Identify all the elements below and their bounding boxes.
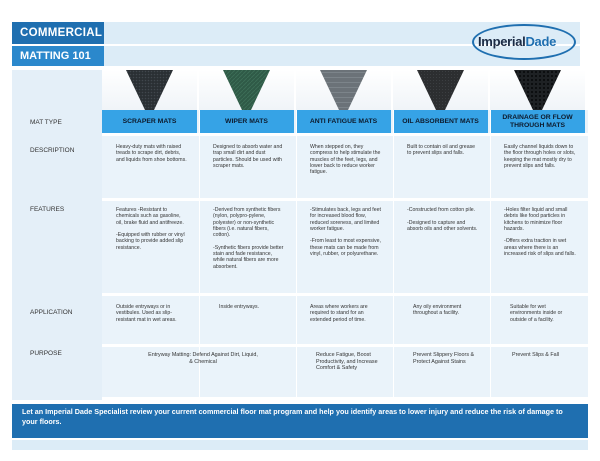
wiper-mat-swatch	[199, 70, 294, 110]
oil-absorbent-application: Any oily environment throughout a facility.	[413, 304, 462, 317]
row-label-mat-type: MAT TYPE	[30, 119, 62, 126]
scraper-features: Features -Resistant to chemicals such as gasoline, oil, brake fluid and antifreeze. -Equipped with rubber or vinyl backing to provide added slip resistance.	[116, 207, 185, 251]
logo-wordmark	[478, 34, 556, 49]
imperial-dade-logo	[472, 24, 580, 64]
header-anti-fatigue-mats: ANTI FATIGUE MATS	[296, 110, 391, 133]
footer-call-to-action: Let an Imperial Dade Specialist review your current commercial floor mat program and help you identify areas to lower injury and reduce the risk of damage to your floors.	[12, 404, 588, 438]
drainage-features: -Holes filter liquid and small debris like food particles in kitchens to minimize floor hazards. -Offers extra traction in wet areas where there is an increased risk of slips and falls.	[504, 207, 576, 258]
anti-fatigue-application: Areas where workers are required to stand for an extended period of time.	[310, 304, 368, 323]
wiper-description: Designed to absorb water and trap small dirt and dust particles. Should be used with scraper mats.	[213, 144, 283, 169]
header-oil-absorbent-mats: OIL ABSORBENT MATS	[393, 110, 488, 133]
column-divider	[490, 110, 491, 397]
purpose-entryway: Entryway Matting: Defend Against Dirt, Liquid, & Chemical	[148, 352, 258, 365]
drainage-application: Suitable for wet environments inside or outside of a facility.	[510, 304, 563, 323]
wiper-features: -Derived from synthetic fibers (nylon, polypro-pylene, polyester) or non-synthetic fibers (i.e. natural fibers, cotton). -Synthetic fibers provide better stain and fade resistance, while natural fibers are more absorbent.	[213, 207, 284, 270]
anti-fatigue-mat-swatch	[296, 70, 391, 110]
oil-absorbent-features: -Constructed from cotton pile. -Designed to capture and absorb oils and other solvents.	[407, 207, 478, 232]
row-label-purpose: PURPOSE	[30, 350, 62, 357]
column-divider	[296, 110, 297, 397]
row-label-features: FEATURES	[30, 206, 65, 213]
header-drainage-mats: DRAINAGE OR FLOW THROUGH MATS	[490, 110, 585, 133]
scraper-description: Heavy-duty mats with raised treads to scrape dirt, debris, and liquids from shoe bottoms.	[116, 144, 187, 163]
drainage-mat-swatch	[490, 70, 585, 110]
column-divider	[393, 110, 394, 397]
purpose-drainage: Prevent Slips & Fall	[512, 352, 560, 358]
title-commercial: COMMERCIAL	[12, 22, 112, 44]
logo-part-dade: Dade	[525, 34, 557, 49]
row-label-description: DESCRIPTION	[30, 147, 75, 154]
header-wiper-mats: WIPER MATS	[199, 110, 294, 133]
scraper-mat-swatch	[102, 70, 197, 110]
anti-fatigue-features: -Stimulates back, legs and feet for increased blood flow, reduced soreness, and limited worker fatigue. -From least to most expensive, these mats can be made from vinyl, rubber, or polyurethane.	[310, 207, 381, 258]
wiper-application: Inside entryways.	[219, 304, 260, 310]
row-label-application: APPLICATION	[30, 309, 73, 316]
header-scraper-mats: SCRAPER MATS	[102, 110, 197, 133]
oil-absorbent-description: Built to contain oil and grease to prevent slips and falls.	[407, 144, 476, 157]
anti-fatigue-description: When stepped on, they compress to help stimulate the muscles of the feet, legs, and lower back to reduce worker fatigue.	[310, 144, 381, 176]
purpose-oil-absorbent: Prevent Slippery Floors & Protect Against Stains	[413, 352, 475, 365]
footer-band	[12, 440, 588, 450]
oil-absorbent-mat-swatch	[393, 70, 488, 110]
logo-part-imperial: Imperial	[478, 34, 526, 49]
purpose-anti-fatigue: Reduce Fatigue, Boost Productivity, and Increase Comfort & Safety	[316, 352, 378, 371]
scraper-application: Outside entryways or in vestibules. Used as slip-resistant mat in wet areas.	[116, 304, 177, 323]
title-matting-101: MATTING 101	[12, 46, 112, 66]
drainage-description: Easily channel liquids down to the floor through holes or slots, keeping the mat mostly dry to prevent slips and falls.	[504, 144, 576, 169]
